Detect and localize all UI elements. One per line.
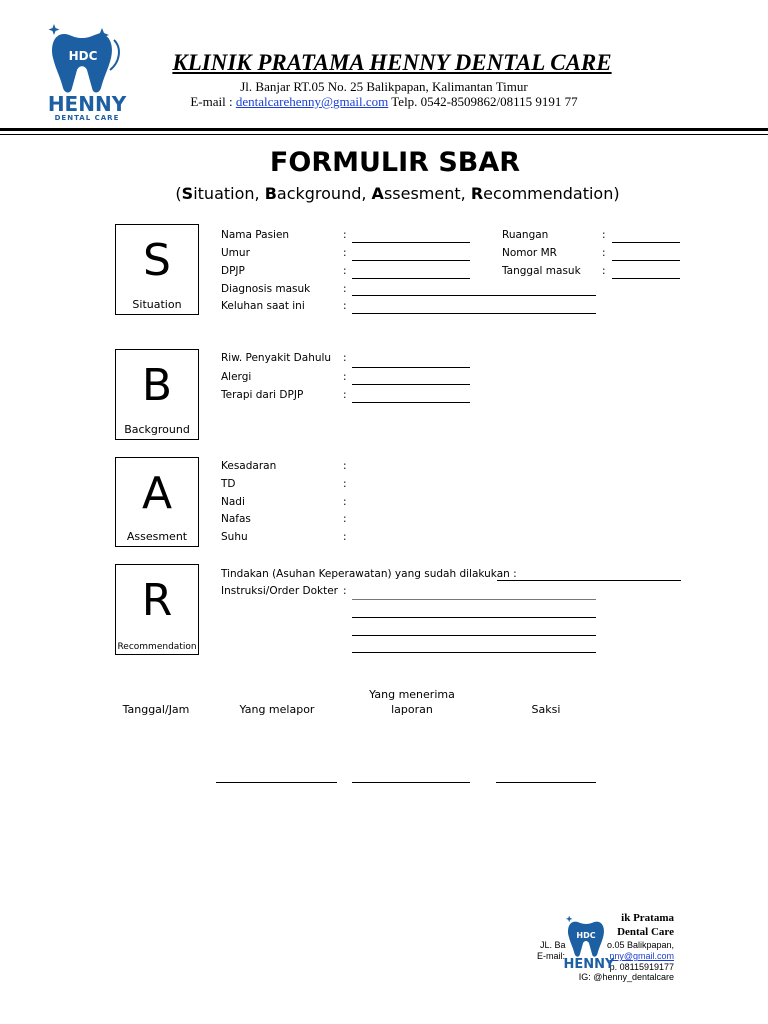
field-label-kesadaran: Kesadaran — [221, 460, 277, 472]
field-label-alergi: Alergi — [221, 371, 252, 383]
background-caption: Background — [124, 423, 190, 436]
colon: : — [343, 460, 347, 472]
input-line-tindakan[interactable] — [497, 580, 681, 581]
stamp-line-5: p. 08115919177 — [609, 962, 674, 972]
input-line-instruksi-2[interactable] — [352, 617, 596, 618]
input-line-instruksi-4[interactable] — [352, 652, 596, 653]
stamp-line-3a: JL. Ba — [540, 940, 566, 950]
input-line-instruksi-3[interactable] — [352, 635, 596, 636]
field-label-keluhan: Keluhan saat ini — [221, 300, 305, 312]
situation-caption: Situation — [132, 298, 182, 311]
field-label-tindakan: Tindakan (Asuhan Keperawatan) yang sudah dilakukan : — [221, 568, 517, 580]
situation-letter: S — [143, 235, 171, 286]
form-title: FORMULIR SBAR — [269, 147, 521, 178]
input-line-terapi-dpjp[interactable] — [352, 402, 470, 403]
clinic-name-heading: KLINIK PRATAMA HENNY DENTAL CARE — [172, 50, 612, 75]
logo-tagline: DENTAL CARE — [54, 114, 120, 122]
field-label-suhu: Suhu — [221, 531, 248, 543]
colon: : — [602, 265, 606, 277]
colon: : — [343, 229, 347, 241]
stamp-line-4b: nny@gmail.com — [609, 951, 674, 961]
stamp-logo-brand: HENNY — [563, 957, 615, 972]
field-label-nadi: Nadi — [221, 496, 245, 508]
logo-badge: HDC — [68, 49, 98, 63]
colon: : — [343, 496, 347, 508]
signature-label-penerima-2: laporan — [391, 703, 433, 716]
signature-line-saksi[interactable] — [496, 782, 596, 783]
stamp-line-2: Dental Care — [617, 926, 674, 938]
input-line-instruksi-1[interactable] — [352, 599, 596, 600]
colon: : — [602, 229, 606, 241]
field-label-nomor-mr: Nomor MR — [502, 247, 557, 259]
colon: : — [343, 265, 347, 277]
field-label-ruangan: Ruangan — [502, 229, 549, 241]
stamp-line-1: ik Pratama — [621, 912, 674, 924]
field-label-nama-pasien: Nama Pasien — [221, 229, 290, 241]
stamp-logo-badge: HDC — [576, 931, 596, 940]
field-label-tanggal-masuk: Tanggal masuk — [502, 265, 581, 277]
signature-label-pelapor: Yang melapor — [239, 703, 315, 716]
input-line-diagnosis[interactable] — [352, 295, 596, 296]
colon: : — [343, 300, 347, 312]
situation-box — [115, 224, 199, 315]
colon: : — [343, 371, 347, 383]
field-label-nafas: Nafas — [221, 513, 251, 525]
logo-brand: HENNY — [47, 92, 127, 116]
colon: : — [343, 283, 347, 295]
email-link[interactable]: dentalcarehenny@gmail.com — [235, 94, 389, 109]
signature-label-penerima-1: Yang menerima — [369, 688, 455, 701]
input-line-tanggal-masuk[interactable] — [612, 278, 680, 279]
email-label: E-mail : — [190, 94, 236, 109]
field-label-diagnosis: Diagnosis masuk — [221, 283, 311, 295]
signature-line-penerima[interactable] — [352, 782, 470, 783]
stamp-logo — [563, 912, 615, 978]
header-divider-thin — [0, 134, 768, 135]
recommendation-letter: R — [141, 575, 173, 626]
assesment-box — [115, 457, 199, 547]
stamp-line-3b: o.05 Balikpapan, — [606, 940, 674, 950]
signature-line-pelapor[interactable] — [216, 782, 337, 783]
phone-text: Telp. 0542-8509862/08115 9191 77 — [388, 94, 578, 109]
colon: : — [343, 352, 347, 364]
field-label-dpjp: DPJP — [221, 265, 245, 277]
background-box — [115, 349, 199, 440]
signature-label-tanggal: Tanggal/Jam — [122, 703, 190, 716]
field-label-td: TD — [221, 478, 236, 490]
clinic-address: Jl. Banjar RT.05 No. 25 Balikpapan, Kalimantan Timur — [240, 79, 528, 94]
colon: : — [343, 389, 347, 401]
input-line-ruangan[interactable] — [612, 242, 680, 243]
input-line-umur[interactable] — [352, 260, 470, 261]
assesment-letter: A — [141, 468, 173, 519]
input-line-alergi[interactable] — [352, 384, 470, 385]
header-divider-thick — [0, 128, 768, 131]
input-line-keluhan[interactable] — [352, 313, 596, 314]
colon: : — [602, 247, 606, 259]
colon: : — [343, 247, 347, 259]
assesment-caption: Assesment — [126, 530, 188, 543]
field-label-umur: Umur — [221, 247, 250, 259]
field-label-instruksi: Instruksi/Order Dokter — [221, 585, 338, 597]
recommendation-caption: Recommendation — [117, 642, 197, 652]
colon: : — [343, 478, 347, 490]
clinic-contact — [0, 94, 768, 110]
stamp-line-4a: E-mail: — [537, 951, 566, 961]
input-line-nama-pasien[interactable] — [352, 242, 470, 243]
colon: : — [343, 531, 347, 543]
input-line-riwayat-penyakit[interactable] — [352, 367, 470, 368]
signature-label-saksi: Saksi — [531, 703, 561, 716]
background-letter: B — [141, 360, 173, 411]
recommendation-box — [115, 564, 199, 655]
colon: : — [343, 585, 347, 597]
colon: : — [343, 513, 347, 525]
field-label-riwayat-penyakit: Riw. Penyakit Dahulu — [221, 352, 332, 364]
form-subtitle: (Situation, Background, Assesment, Recommendation) — [175, 184, 620, 203]
input-line-dpjp[interactable] — [352, 278, 470, 279]
field-label-terapi-dpjp: Terapi dari DPJP — [221, 389, 304, 401]
input-line-nomor-mr[interactable] — [612, 260, 680, 261]
stamp-line-6: IG: @henny_dentalcare — [578, 972, 674, 982]
